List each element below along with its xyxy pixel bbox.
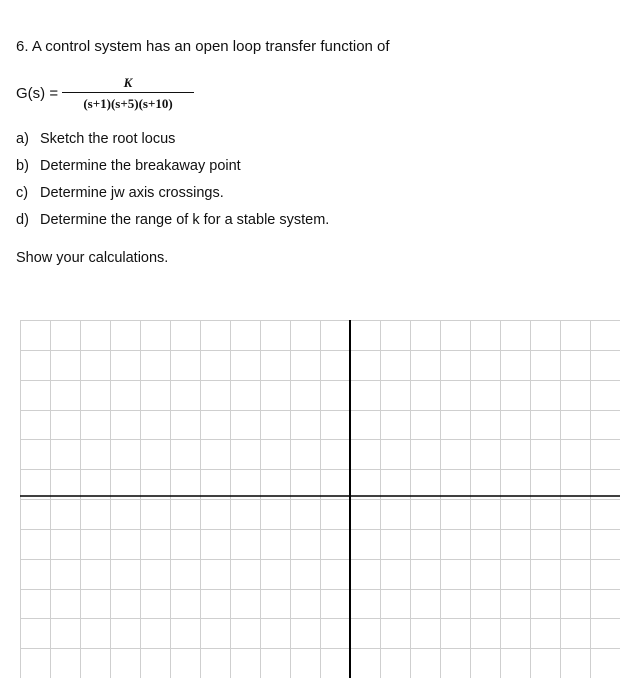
transfer-function-fraction [62,74,194,112]
task-text: Sketch the root locus [40,131,176,147]
task-item-d [16,210,329,237]
task-letter: a) [16,131,29,147]
transfer-function-denominator: (s+1)(s+5)(s+10) [83,96,173,111]
fraction-bar [62,92,194,93]
graph-grid [20,320,620,678]
task-letter: d) [16,212,29,228]
task-letter: b) [16,158,29,174]
transfer-function-lhs: G(s) = [16,85,59,102]
question-title: 6. A control system has an open loop transfer function of [16,38,390,55]
task-text: Determine jw axis crossings. [40,185,224,201]
graph-paper [20,320,620,678]
task-letter: c) [16,185,29,201]
task-item-a [16,129,329,156]
task-text: Determine the range of k for a stable system. [40,212,330,228]
task-item-c [16,183,329,210]
task-text: Determine the breakaway point [40,158,241,174]
task-item-b [16,156,329,183]
transfer-function-numerator: K [123,75,133,90]
instruction-text: Show your calculations. [16,250,169,266]
task-list [16,129,329,237]
